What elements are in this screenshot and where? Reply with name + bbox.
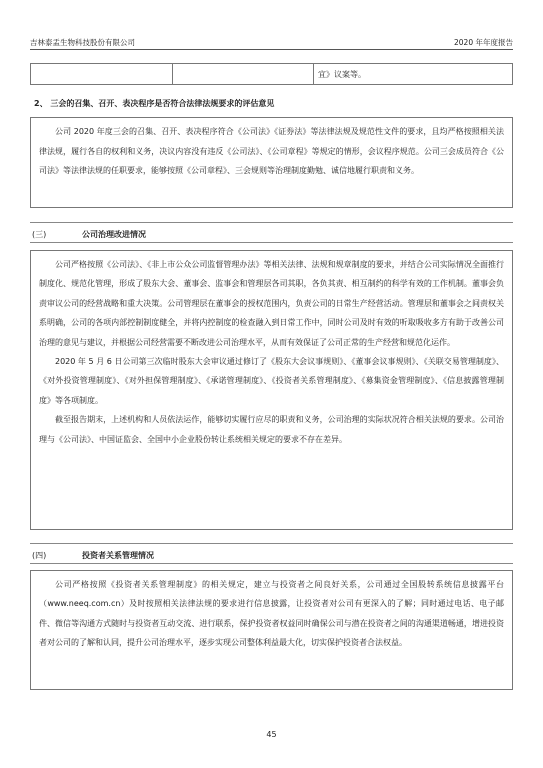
item2-paragraph: 公司 2020 年度三会的召集、召开、表决程序符合《公司法》《证券法》等法律法规及规范性文件的要求，且均严格按照相关法律法规，履行各自的权利和义务，决议内容没有违反《公司法》、《公司章程》等规定的情形，会议程序规范。公司三会成员符合《公司法》等法律法规的任职要求，能够按照《公司章程》、三会规则等治理制度勤勉、诚信地履行职责和义务。	[39, 127, 504, 175]
page-header	[30, 34, 513, 50]
section4-number: (四)	[32, 551, 47, 560]
section3-title-text: 公司治理改进情况	[82, 230, 146, 239]
section3-paragraph-3: 截至报告期末，上述机构和人员依法运作，能够切实履行应尽的职责和义务，公司治理的实际状况符合相关法规的要求。公司治理与《公司法》、中国证监会、全国中小企业股份转让系统相关规定的要求不存在差异。	[39, 415, 504, 444]
section3-paragraph-1: 公司严格按照《公司法》、《非上市公众公司监督管理办法》等相关法律、法规和规章制度的要求，并结合公司实际情况全面推行制度化、规范化管理，形成了股东大会、董事会、监事会和管理层各司其职，各负其责、相互制约的科学有效的工作机制。董事会负责审议公司的经营战略和重大决策。公司管理层在董事会的授权范围内，负责公司的日常生产经营活动。管理层和董事会之间责权关系明确，公司的各项内部控制制度健全，并将内控制度的检查融入到日常工作中，同时公司及时有效的听取吸收多方有助于改善公司治理的意见与建议，并根据公司经营需要不断改进公司治理水平，从而有效保证了公司正常的生产经营和规范化运作。	[39, 260, 504, 347]
section3-box	[30, 250, 513, 530]
section3-number: (三)	[32, 230, 47, 239]
table-cell-empty-1	[31, 64, 173, 84]
continued-table	[30, 63, 513, 85]
section4-rule-bottom	[30, 563, 513, 564]
header-company-name: 吉林泰盂生物科技股份有限公司	[30, 38, 135, 47]
item2-box	[30, 117, 513, 208]
section4-box	[30, 570, 513, 690]
section4-paragraph: 公司严格按照《投资者关系管理制度》的相关规定，建立与投资者之间良好关系，公司通过全国股转系统信息披露平台（www.neeq.com.cn）及时按照相关法律法规的要求进行信息披露，让投资者对公司有更深入的了解；同时通过电话、电子邮件、微信等沟通方式随时与投资者互动交流、进行联系，保护投资者权益同时确保公司与潜在投资者之间的沟通渠道畅通，增进投资者对公司的了解和认同，提升公司治理水平，逐步实现公司整体利益最大化，切实保护投资者合法权益。	[39, 580, 504, 648]
section3-rule-top	[30, 222, 513, 223]
table-cell-empty-2	[173, 64, 314, 84]
section3-title	[30, 229, 146, 240]
header-report-title: 2020 年年度报告	[454, 38, 513, 47]
section3-rule-bottom	[30, 242, 513, 243]
page-number: 45	[266, 730, 277, 739]
table-cell-text: 宜》议案等。	[318, 70, 366, 79]
section4-title	[30, 550, 154, 561]
item2-heading: 2、 三会的召集、召开、表决程序是否符合法律法规要求的评估意见	[34, 99, 275, 108]
section3-paragraph-2: 2020 年 5 月 6 日公司第三次临时股东大会审议通过修订了《股东大会议事规则》、《董事会议事规则》、《关联交易管理制度》、《对外投资管理制度》、《对外担保管理制度》、《承诺管理制度》、《投资者关系管理制度》、《募集资金管理制度》、《信息披露管理制度》等各项制度。	[39, 357, 504, 405]
section4-rule-top	[30, 543, 513, 544]
section4-title-text: 投资者关系管理情况	[82, 551, 154, 560]
